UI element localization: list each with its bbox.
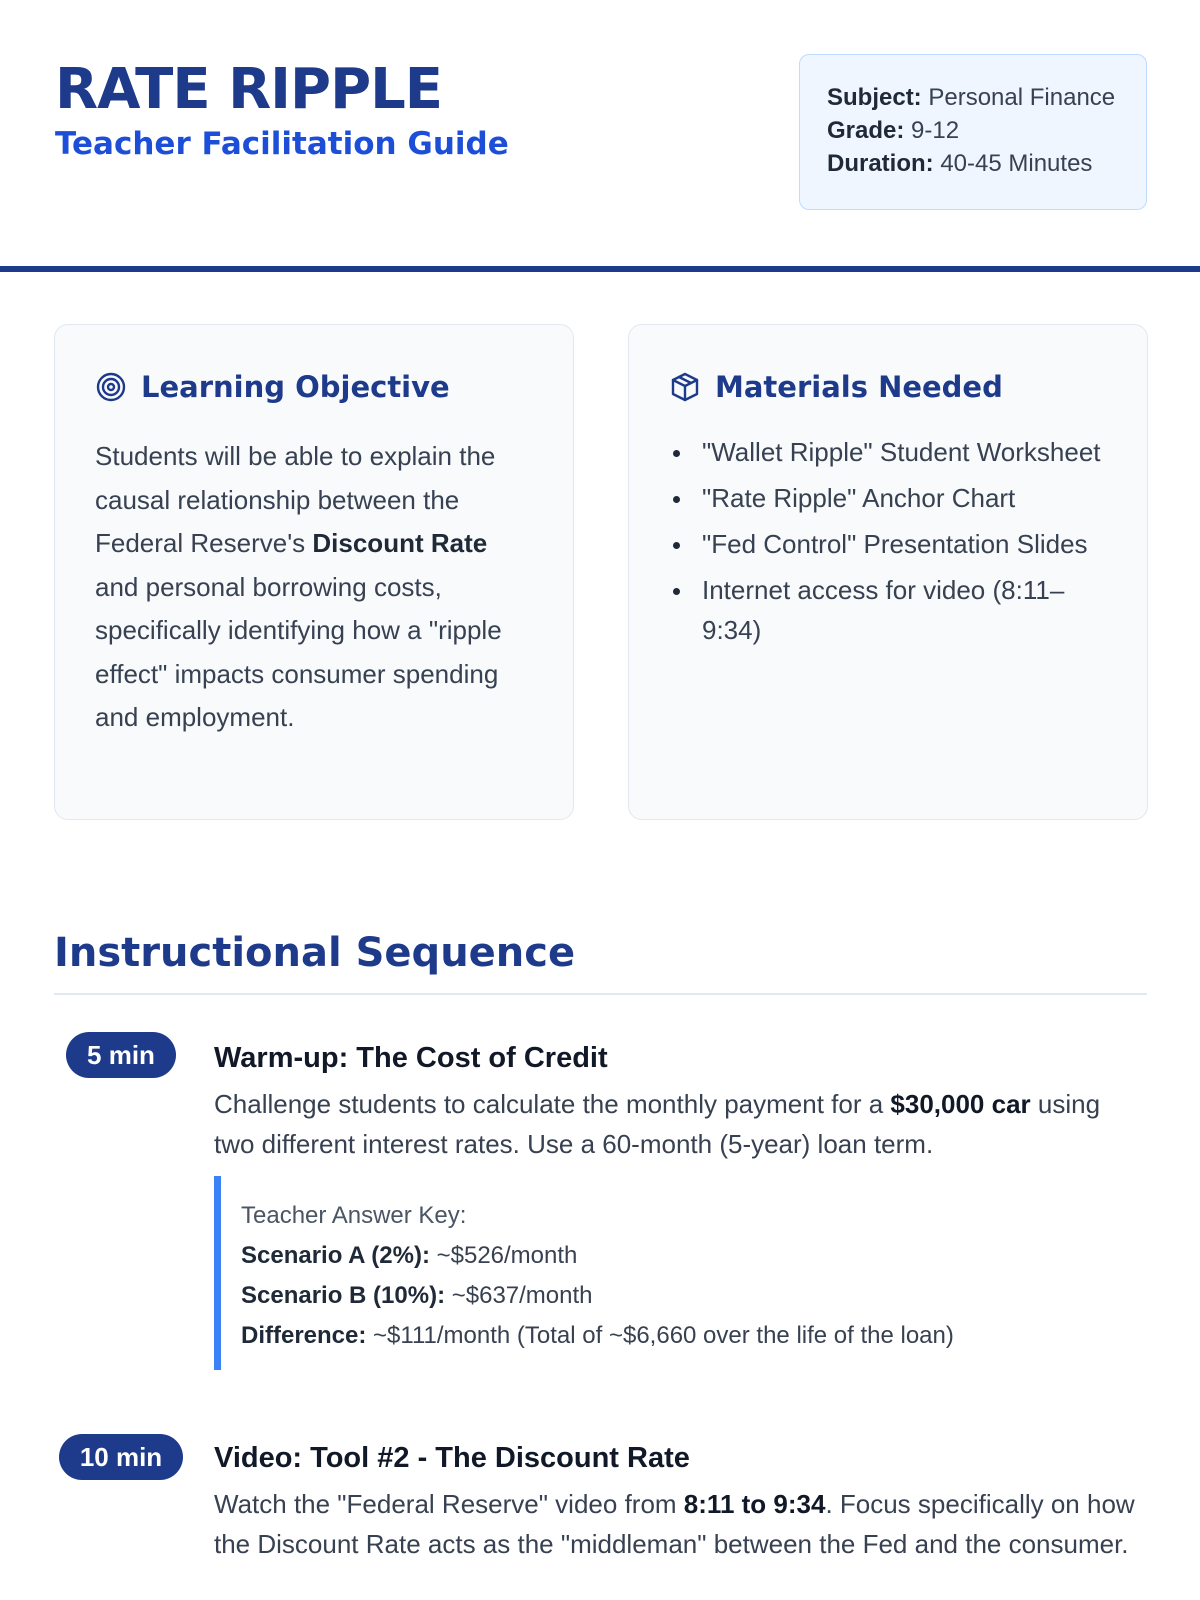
meta-subject: Subject: Personal Finance [827, 84, 1116, 111]
materials-card [628, 324, 1148, 820]
page-title: RATE RIPPLE [55, 57, 443, 122]
answer-key-row: Scenario A (2%): ~$526/month [241, 1242, 578, 1269]
step-title: Video: Tool #2 - The Discount Rate [214, 1442, 690, 1474]
learning-objective-text: Students will be able to explain the causal relationship between the Federal Reserve's Discount Rate and personal borrowing costs, specifically identifying how a "ripple effect" impacts consumer spending and employment. [95, 441, 502, 732]
meta-grade: Grade: 9-12 [827, 117, 960, 144]
learning-objective-card [54, 324, 574, 820]
step-description: Challenge students to calculate the monthly payment for a $30,000 car using two different interest rates. Use a 60-month (5-year) loan term. [214, 1089, 1101, 1159]
page-subtitle: Teacher Facilitation Guide [55, 126, 509, 162]
section-title: Instructional Sequence [54, 930, 576, 976]
materials-header [669, 367, 1107, 407]
answer-key-title: Teacher Answer Key: [241, 1202, 467, 1229]
meta-info-box [799, 54, 1147, 210]
divider [54, 993, 1147, 995]
list-item: "Rate Ripple" Anchor Chart [669, 478, 1107, 518]
list-item: Internet access for video (8:11–9:34) [669, 570, 1107, 650]
answer-key-row: Difference: ~$111/month (Total of ~$6,660 over the life of the loan) [241, 1322, 954, 1349]
materials-list [669, 432, 1107, 650]
duration-badge: 10 min [59, 1434, 183, 1480]
step-title: Warm-up: The Cost of Credit [214, 1042, 608, 1074]
learning-objective-header [95, 367, 533, 407]
step-description: Watch the "Federal Reserve" video from 8:11 to 9:34. Focus specifically on how the Discount Rate acts as the "middleman" between the Fed and the consumer. [214, 1489, 1135, 1559]
package-icon [669, 371, 701, 403]
learning-objective-title: Learning Objective [141, 370, 450, 404]
teacher-answer-key [214, 1176, 1148, 1370]
list-item: "Wallet Ripple" Student Worksheet [669, 432, 1107, 472]
list-item: "Fed Control" Presentation Slides [669, 524, 1107, 564]
meta-duration: Duration: 40-45 Minutes [827, 150, 1093, 177]
page-header [0, 0, 1200, 272]
target-icon [95, 371, 127, 403]
materials-title: Materials Needed [715, 370, 1003, 404]
answer-key-row: Scenario B (10%): ~$637/month [241, 1282, 593, 1309]
duration-badge: 5 min [66, 1032, 176, 1078]
